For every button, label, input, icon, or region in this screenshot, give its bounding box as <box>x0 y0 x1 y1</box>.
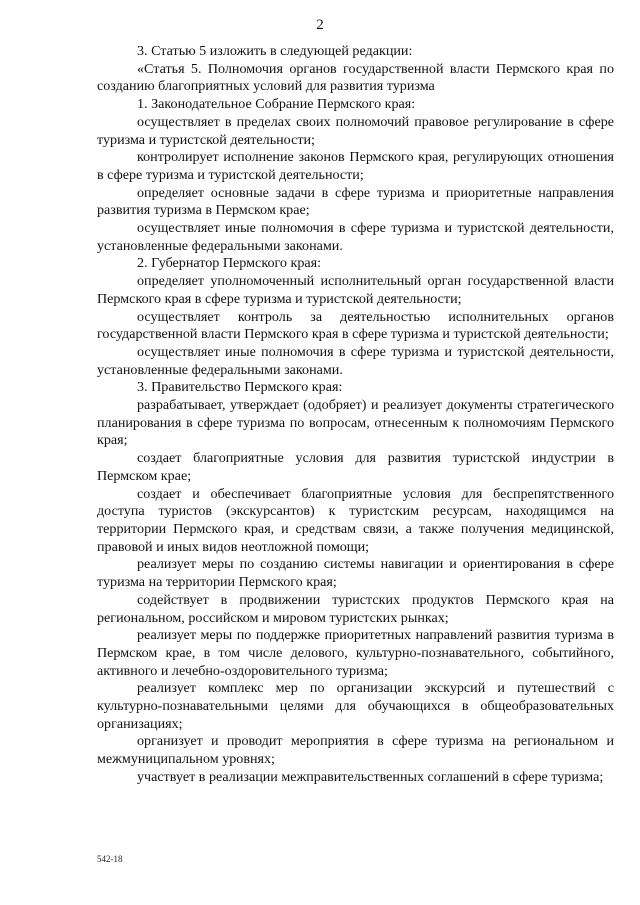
paragraph: определяет уполномоченный исполнительный орган государственной власти Пермского края в сфере туризма и туристской деятельности; <box>97 273 614 307</box>
document-code: 542-18 <box>97 854 123 864</box>
paragraph: определяет основные задачи в сфере туризма и приоритетные направления развития туризма в Пермском крае; <box>97 184 614 219</box>
paragraph: контролирует исполнение законов Пермского края, регулирующих отношения в сфере туризма и туристской деятельности; <box>97 149 614 183</box>
paragraph: 3. Статью 5 изложить в следующей редакции: <box>137 43 413 59</box>
paragraph: создает благоприятные условия для развития туристской индустрии в Пермском крае; <box>97 450 614 484</box>
paragraph: разрабатывает, утверждает (одобряет) и реализует документы стратегического планирования в сфере туризма по вопросам, отнесенным к полномочиям Пермского края; <box>97 397 614 449</box>
paragraph: 2. Губернатор Пермского края: <box>137 255 322 272</box>
page-number: 2 <box>316 17 324 33</box>
paragraph: реализует меры по созданию системы навигации и ориентирования в сфере туризма на территории Пермского края; <box>97 556 614 591</box>
paragraph: 3. Правительство Пермского края: <box>137 379 343 396</box>
paragraph: осуществляет иные полномочия в сфере туризма и туристской деятельности, установленные федеральными законами. <box>97 343 614 378</box>
paragraph: организует и проводит мероприятия в сфере туризма на региональном и межмуниципальном уровнях; <box>97 733 614 768</box>
paragraph: содействует в продвижении туристских продуктов Пермского края на региональном, российском и мировом туристских рынках; <box>97 591 614 626</box>
paragraph: осуществляет иные полномочия в сфере туризма и туристской деятельности, установленные федеральными законами. <box>97 220 614 254</box>
paragraph: 1. Законодательное Собрание Пермского края: <box>137 96 416 113</box>
paragraph: реализует комплекс мер по организации экскурсий и путешествий с культурно-познавательными целями для обучающихся в общеобразовательных организациях; <box>97 680 614 732</box>
paragraph: создает и обеспечивает благоприятные условия для беспрепятственного доступа туристов (экскурсантов) к туристским ресурсам, находящимся на территории Пермского края, и средствам связи, а также получения медицинской, правовой и иных видов неотложной помощи; <box>97 485 614 555</box>
paragraph: «Статья 5. Полномочия органов государственной власти Пермского края по созданию благоприятных условий для развития туризма <box>97 60 614 95</box>
paragraph: участвует в реализации межправительственных соглашений в сфере туризма; <box>137 768 604 785</box>
paragraph: осуществляет контроль за деятельностью исполнительных органов государственной власти Пермского края в сфере туризма и туристской деятельности; <box>97 308 614 343</box>
paragraph: реализует меры по поддержке приоритетных направлений развития туризма в Пермском крае, в том числе делового, культурно-познавательного, событийного, активного и лечебно-оздоровительного туризма; <box>97 627 614 679</box>
document-body <box>97 43 614 787</box>
paragraph: осуществляет в пределах своих полномочий правовое регулирование в сфере туризма и туристской деятельности; <box>97 113 614 148</box>
